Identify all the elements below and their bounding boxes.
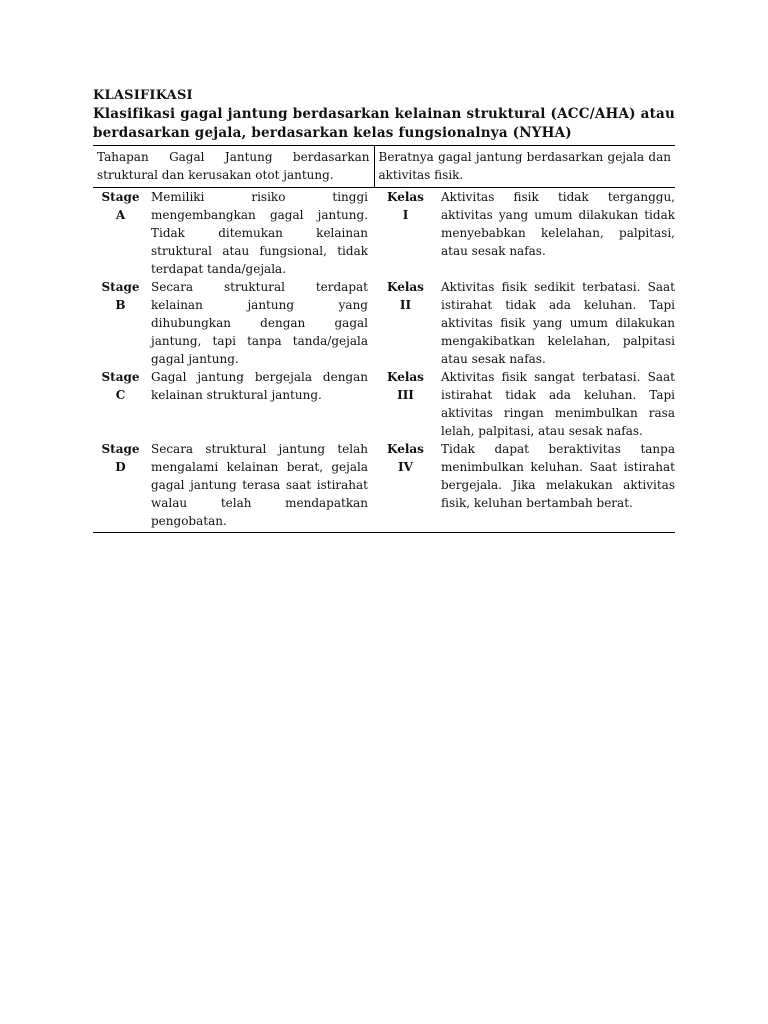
stage-description: Gagal jantung bergejala dengan kelainan struktural jantung.	[151, 370, 368, 402]
stage-word: Stage	[101, 370, 140, 384]
stage-description: Secara struktural jantung telah mengalami kelainan berat, gejala gagal jantung terasa saat istirahat walau telah mendapatkan pengobatan.	[148, 440, 374, 533]
class-label	[374, 278, 437, 368]
class-word: Kelas	[387, 190, 424, 204]
table-caption: Klasifikasi gagal jantung berdasarkan kelainan struktural (ACC/AHA) atau berdasarkan gejala, berdasarkan kelas fungsionalnya (NYHA)	[93, 106, 675, 141]
stage-label	[93, 188, 148, 279]
stage-word: Stage	[101, 442, 140, 456]
stage-word: Stage	[101, 190, 140, 204]
table-row	[93, 278, 675, 368]
header-nyha: Beratnya gagal jantung berdasarkan gejala dan aktivitas fisik.	[374, 146, 675, 188]
stage-letter: A	[115, 208, 126, 222]
classification-table	[93, 145, 675, 533]
table-row	[93, 368, 675, 440]
class-number: I	[402, 208, 409, 222]
stage-word: Stage	[101, 280, 140, 294]
stage-letter: D	[115, 460, 126, 474]
class-number: IV	[398, 460, 413, 474]
header-acc-aha: Tahapan Gagal Jantung berdasarkan struktural dan kerusakan otot jantung.	[93, 146, 374, 188]
stage-label	[93, 278, 148, 368]
stage-letter: C	[115, 388, 126, 402]
table-row	[93, 440, 675, 533]
class-number: III	[397, 388, 414, 402]
class-word: Kelas	[387, 442, 424, 456]
class-word: Kelas	[387, 370, 424, 384]
class-word: Kelas	[387, 280, 424, 294]
class-label	[374, 368, 437, 440]
stage-description: Secara struktural terdapat kelainan jantung yang dihubungkan dengan gagal jantung, tapi tanpa tanda/gejala gagal jantung.	[151, 280, 368, 366]
document-content	[93, 86, 675, 533]
stage-label	[93, 440, 148, 533]
stage-description: Memiliki risiko tinggi mengembangkan gagal jantung. Tidak ditemukan kelainan struktural atau fungsional, tidak terdapat tanda/gejala.	[151, 190, 368, 276]
stage-label	[93, 368, 148, 440]
class-label	[374, 188, 437, 279]
stage-letter: B	[115, 298, 126, 312]
class-label	[374, 440, 437, 533]
class-description: Aktivitas fisik sangat terbatasi. Saat istirahat tidak ada keluhan. Tapi aktivitas ringan menimbulkan rasa lelah, palpitasi, atau sesak nafas.	[441, 370, 675, 438]
table-row	[93, 188, 675, 279]
table-header-row	[93, 146, 675, 188]
section-heading: KLASIFIKASI	[93, 88, 193, 103]
class-description: Tidak dapat beraktivitas tanpa menimbulkan keluhan. Saat istirahat bergejala. Jika melakukan aktivitas fisik, keluhan bertambah berat.	[437, 440, 675, 533]
class-number: II	[399, 298, 412, 312]
class-description: Aktivitas fisik tidak terganggu, aktivitas yang umum dilakukan tidak menyebabkan kelelahan, palpitasi, atau sesak nafas.	[441, 190, 675, 258]
class-description: Aktivitas fisik sedikit terbatasi. Saat istirahat tidak ada keluhan. Tapi aktivitas fisik yang umum dilakukan mengakibatkan kelelahan, palpitasi atau sesak nafas.	[441, 280, 675, 366]
